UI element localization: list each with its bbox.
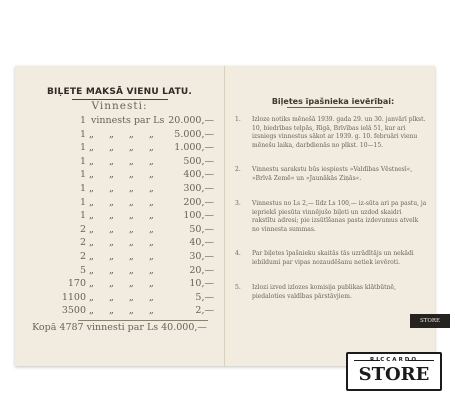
winnings-count: 2 [79, 237, 86, 249]
winnings-row [15, 251, 224, 265]
winnings-count: 3500 [61, 305, 86, 317]
winnings-value: 2,— [195, 305, 214, 317]
winnings-value: 5,— [195, 291, 214, 303]
winnings-text: „ „ „ „ [89, 196, 160, 208]
winnings-text: „ „ „ „ [89, 278, 160, 290]
instruction-text: Izloze notiks mēnešā 1939. gada 29. un 30. janvārī plkst. 10, biedrības telpās, Rīgā, Brīvības ielā 51, kur ari izsniegs vinnestus sākot ar 1939. g. 10. februāri vienu mēnešu laika, darbdienās no plkst. 10—15. [252, 116, 426, 149]
winnings-row [15, 156, 224, 170]
winnings-count: 1 [79, 169, 86, 181]
winnings-value: 1.000,— [174, 142, 214, 154]
winnings-text: „ „ „ „ [89, 183, 160, 194]
winnings-text: „ „ „ „ [89, 237, 160, 249]
winnings-count: 2 [79, 251, 86, 262]
logo-main-text: STORE [358, 364, 430, 385]
winnings-text: „ „ „ „ [89, 291, 160, 303]
winnings-value: 400,— [183, 169, 214, 181]
winnings-count: 170 [67, 278, 86, 290]
instruction-number: 5. [235, 284, 241, 291]
instructions-underline [287, 107, 383, 108]
winnings-count: 1 [79, 115, 86, 126]
winnings-text: „ „ „ „ [89, 223, 160, 235]
winnings-text: „ „ „ „ [89, 305, 160, 317]
winnings-row [15, 197, 224, 211]
winnings-value: 50,— [189, 223, 214, 235]
winnings-count: 1100 [61, 291, 86, 303]
winnings-count: 1 [79, 155, 86, 167]
winnings-text: „ „ „ „ [89, 264, 160, 276]
winnings-count: 1 [79, 183, 86, 194]
instruction-number: 4. [235, 250, 241, 257]
winnings-row [15, 265, 224, 279]
winnings-value: 300,— [183, 183, 214, 194]
winnings-text: vinnests par Ls [91, 115, 165, 126]
winnings-count: 1 [79, 210, 86, 222]
winnings-row [15, 115, 224, 129]
winnings-row [15, 210, 224, 224]
winnings-value: 200,— [183, 196, 214, 208]
winnings-value: 20.000,— [168, 115, 214, 126]
lottery-ticket [15, 66, 435, 366]
winnings-text: „ „ „ „ [89, 169, 160, 181]
winnings-count: 1 [79, 128, 86, 140]
winnings-row [15, 224, 224, 238]
riccardo-store-logo [346, 352, 442, 391]
winnings-text: „ „ „ „ [89, 251, 160, 262]
winnings-value: 40,— [189, 237, 214, 249]
winnings-row [15, 169, 224, 183]
winnings-value: 30,— [189, 251, 214, 262]
small-store-logo: STORE [410, 314, 450, 328]
winnings-row [15, 305, 224, 319]
instruction-text: Par biļetes īpašnieku skaitās tās uzrādītājs un nekādi iebildumi par vipas nozaudēšanu netiek ievēroti. [252, 250, 414, 266]
winnings-text: „ „ „ „ [89, 210, 160, 222]
instruction-text: Vinnestu sarakstu būs iespiests »Valdības Vēstnesī«, »Brīvā Zemē« un »Jaunākās Ziņās«. [252, 166, 413, 182]
winnings-total: Kopā 4787 vinnesti par Ls 40.000,— [32, 322, 207, 333]
instructions-panel [225, 66, 435, 366]
winnings-value: 100,— [183, 210, 214, 222]
winnings-heading: Vinnesti: [91, 100, 148, 112]
winnings-count: 1 [79, 142, 86, 154]
winnings-count: 2 [79, 223, 86, 235]
winnings-value: 20,— [189, 264, 214, 276]
winnings-row [15, 278, 224, 292]
instruction-text: Vinnestus no Ls 2,— līdz Ls 100,— iz-sūta ari pa pastu, ja iepriekš piesūta vinnējušo biļeti un uzdod skaidri rakstītu adresi; pie izsūtīšanas pasta izdevumus atvelk no vinnesta summas. [252, 200, 427, 233]
instruction-number: 1. [235, 116, 241, 123]
instruction-number: 2. [235, 166, 241, 173]
winnings-row [15, 129, 224, 143]
winnings-row [15, 292, 224, 306]
winnings-row [15, 183, 224, 197]
winnings-row [15, 142, 224, 156]
winnings-value: 5.000,— [174, 128, 214, 140]
logo-top-text: RICCARDO [369, 357, 419, 363]
winnings-text: „ „ „ „ [89, 142, 160, 154]
winnings-count: 5 [79, 264, 86, 276]
winnings-text: „ „ „ „ [89, 155, 160, 167]
winnings-text: „ „ „ „ [89, 128, 160, 140]
instruction-text: Izlozi izved izlozes komisija publikas klātbūtnē, piedaloties valdības pārstāvjiem. [252, 284, 396, 300]
instructions-title: Biļetes īpašnieka ievērībai: [271, 97, 395, 106]
winnings-value: 500,— [183, 155, 214, 167]
winnings-row [15, 237, 224, 251]
winnings-panel [15, 66, 224, 366]
ticket-price-title: BIĻETE MAKSĀ VIENU LATU. [46, 87, 193, 97]
total-rule [78, 320, 208, 321]
winnings-value: 10,— [189, 278, 214, 290]
winnings-count: 1 [79, 196, 86, 208]
instruction-number: 3. [235, 200, 241, 207]
